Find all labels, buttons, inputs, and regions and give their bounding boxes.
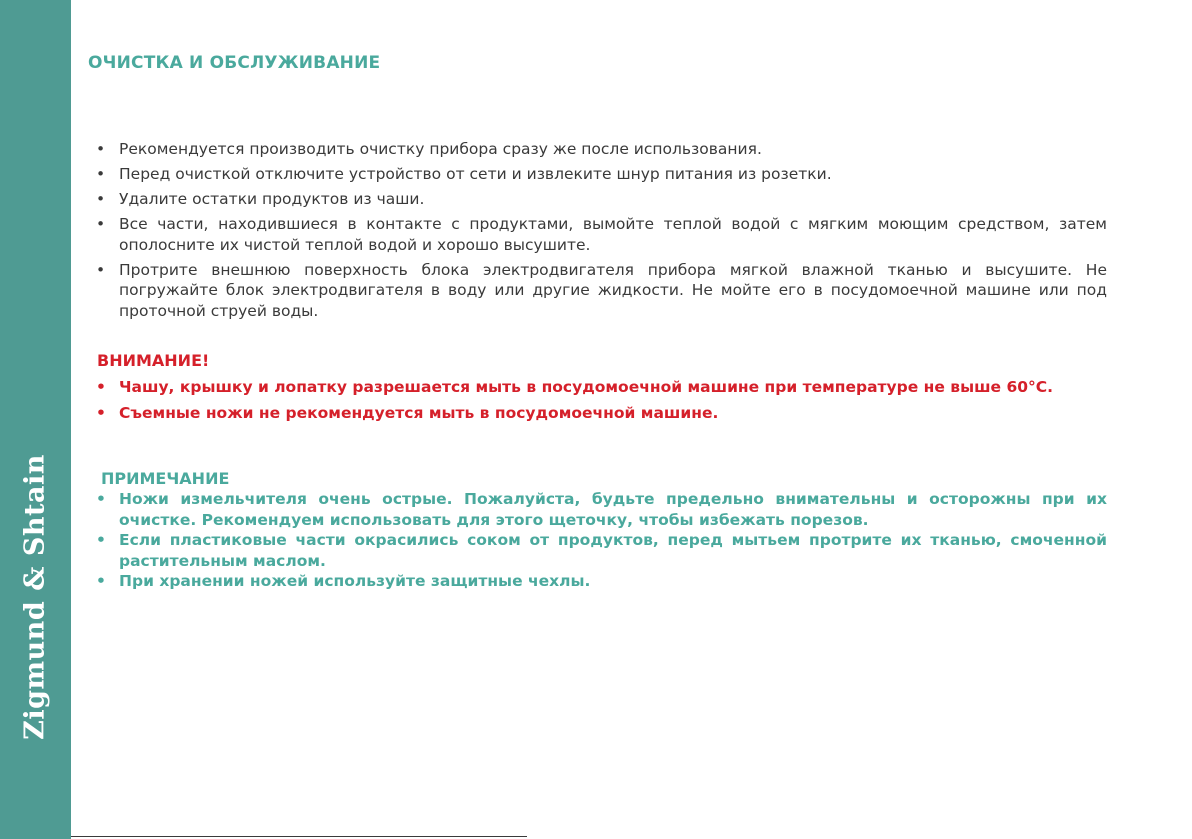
note-item: • Ножи измельчителя очень острые. Пожалуйста, будьте предельно внимательны и осторожны при их очистке. Рекомендуем использовать для этого щеточку, чтобы избежать порезов. [96,489,1107,530]
warning-item: • Чашу, крышку и лопатку разрешается мыть в посудомоечной машине при температуре не выше 60°С. [96,377,1107,397]
note-heading: ПРИМЕЧАНИЕ [101,469,230,488]
note-item: • Если пластиковые части окрасились соком от продуктов, перед мытьем протрите их тканью, смоченной растительным маслом. [96,530,1107,571]
brand-logo: Zigmund & Shtain [19,454,51,740]
list-item: • Перед очисткой отключите устройство от сети и извлеките шнур питания из розетки. [96,164,1107,185]
page-title: ОЧИСТКА И ОБСЛУЖИВАНИЕ [88,53,381,73]
list-item: • Все части, находившиеся в контакте с продуктами, вымойте теплой водой с мягким моющим средством, затем ополосните их чистой теплой водой и хорошо высушите. [96,214,1107,255]
list-item: • Протрите внешнюю поверхность блока электродвигателя прибора мягкой влажной тканью и высушите. Не погружайте блок электродвигателя в воду или другие жидкости. Не мойте его в посудомоечной машине или под проточной струей воды. [96,260,1107,322]
list-item: • Удалите остатки продуктов из чаши. [96,189,1107,210]
warning-item: • Съемные ножи не рекомендуется мыть в посудомоечной машине. [96,403,1107,423]
cleaning-instructions-list [96,139,1107,326]
brand-sidebar [0,0,71,839]
note-list [96,489,1107,592]
warning-list [96,377,1107,429]
list-item: • Рекомендуется производить очистку прибора сразу же после использования. [96,139,1107,160]
note-item: • При хранении ножей используйте защитные чехлы. [96,571,1107,592]
warning-heading: ВНИМАНИЕ! [97,351,210,370]
footer-divider [71,836,527,837]
